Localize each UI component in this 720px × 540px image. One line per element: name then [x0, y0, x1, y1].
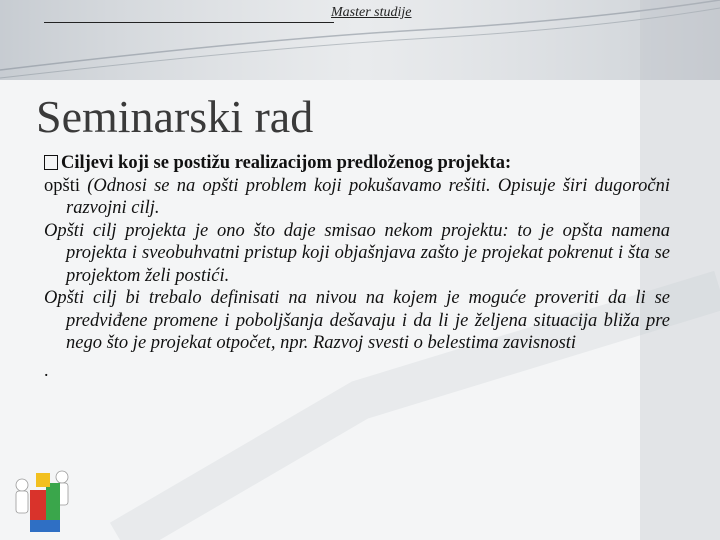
teamwork-illustration	[0, 455, 90, 540]
square-bullet-icon	[44, 155, 58, 170]
slide-content	[44, 152, 670, 381]
header-label: Master studije	[331, 5, 412, 20]
trailing-dot: .	[44, 359, 49, 380]
bullet-heading-text: Ciljevi koji se postižu realizacijom predloženog projekta:	[61, 153, 512, 173]
paragraph-2: Opšti cilj projekta je ono što daje smisao nekom projektu: to je opšta namena projekta i sveobuhvatni pristup koji objašnjava zašto je projekat pokrenut i šta se projektom želi postići.	[44, 220, 670, 286]
bullet-heading	[44, 152, 670, 175]
header-rule	[44, 22, 334, 23]
paragraph-lead: opšti	[44, 175, 80, 196]
paragraph-1-text: (Odnosi se na opšti problem koji pokušavamo rešiti. Opisuje širi dugoročni razvojni cilj.	[66, 175, 670, 218]
paragraph-3: Opšti cilj bi trebalo definisati na nivou na kojem je moguće proveriti da li se predviđene promene i poboljšanja dešavaju i da li je željena situacija bliža pre nego što je projekat otpočet, npr. Razvoj svesti o belestima zavisnosti	[44, 288, 670, 353]
slide-title: Seminarski rad	[36, 91, 314, 142]
paragraph-general	[44, 175, 670, 220]
